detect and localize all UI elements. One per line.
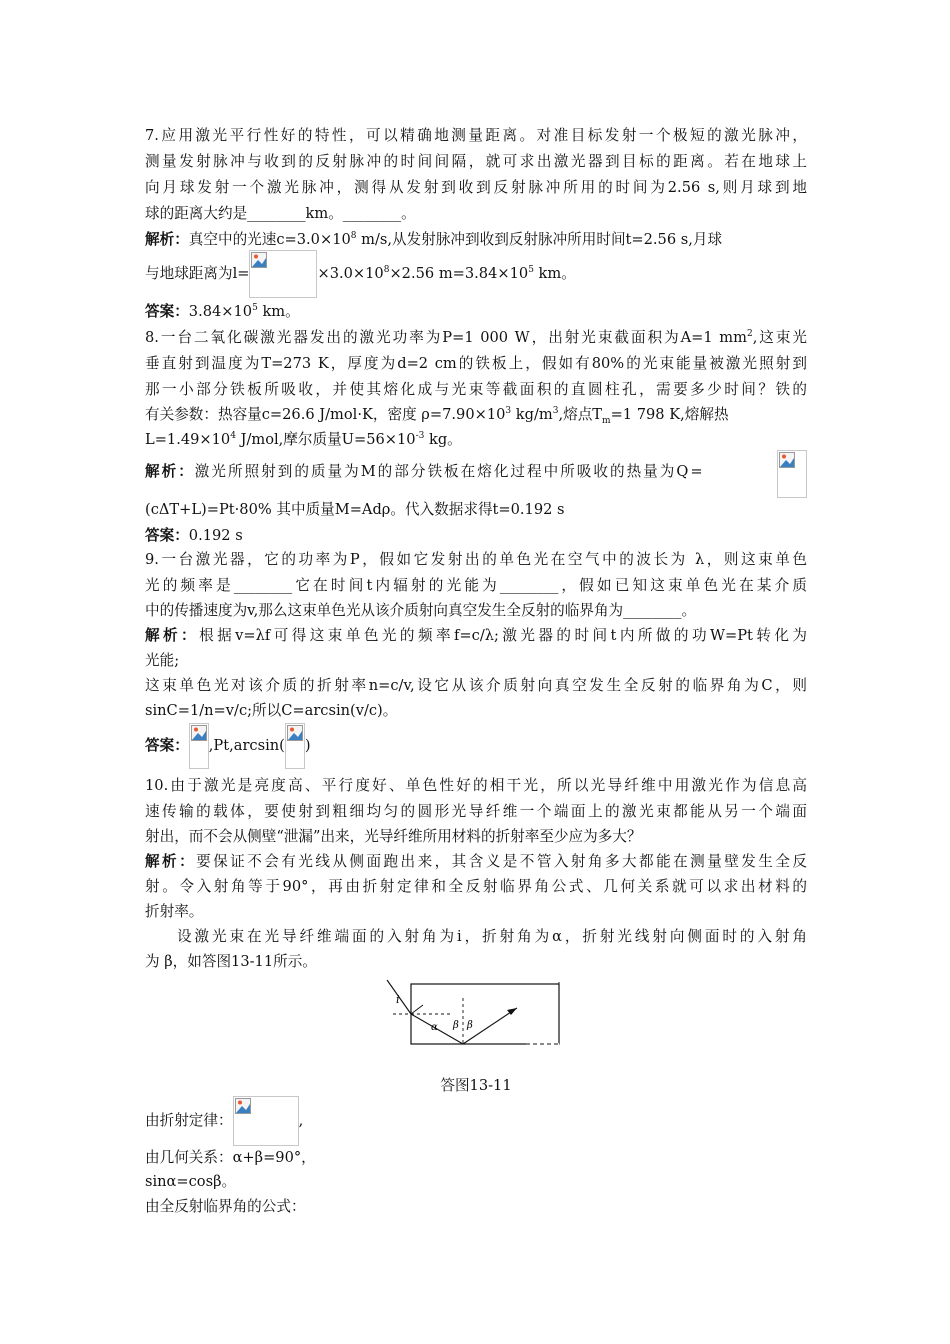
q9-solution-line-1: 解析：根据v=λf可得这束单色光的频率f=c/λ;激光器的时间t内所做的功W=Pt转化为: [145, 627, 807, 644]
critical-angle-line: 由全反射临界角的公式：: [145, 1198, 306, 1215]
fiber-body: [411, 984, 559, 1044]
q10-paragraph-2-line-2: 为 β，如答图13-11所示。: [145, 953, 317, 970]
q8-solution-line-2: (cΔT+L)=Pt·80% 其中质量M=Adρ。代入数据求得t=0.192 s: [145, 501, 565, 518]
formula-image: [189, 723, 209, 769]
q9-solution-line-4: sinC=1/n=v/c;所以C=arcsin(v/c)。: [145, 702, 398, 719]
q7-line-2: 测量发射脉冲与收到的反射脉冲的时间间隔，就可求出激光器到目标的距离。若在地球上: [145, 153, 807, 170]
q10-line-1: 10.由于激光是亮度高、平行度好、单色性好的相干光，所以光导纤维中用激光作为信息高: [145, 777, 807, 794]
broken-image-icon: [251, 252, 267, 268]
angle-mark: [411, 1005, 423, 1014]
q10-line-3: 射出，而不会从侧壁“泄漏”出来，光导纤维所用材料的折射率至少应为多大？: [145, 828, 642, 845]
q7-line-1: 7.应用激光平行性好的特性，可以精确地测量距离。对准目标发射一个极短的激光脉冲，: [145, 127, 807, 144]
q9-solution-line-2: 光能;: [145, 652, 180, 669]
formula-image: [249, 250, 317, 298]
q9-line-3: 中的传播速度为v,那么这束单色光从该介质射向真空发生全反射的临界角为________。: [145, 602, 697, 619]
q10-solution-line-3: 折射率。: [145, 903, 204, 920]
q8-solution-line-1: 解析：激光所照射到的质量为M的部分铁板在熔化过程中所吸收的热量为Q=: [145, 463, 705, 480]
answer-label: 答案：: [145, 303, 189, 320]
broken-image-icon: [779, 452, 795, 468]
q8-line-2: 垂直射到温度为T=273 K，厚度为d=2 cm的铁板上，假如有80%的光束能量被激光照射到: [145, 355, 807, 372]
label-beta-left: β: [453, 1020, 459, 1031]
q9-solution-line-3: 这束单色光对该介质的折射率n=c/v,设它从该介质射向真空发生全反射的临界角为C，则: [145, 677, 807, 694]
q9-line-1: 9.一台激光器，它的功率为P，假如它发射出的单色光在空气中的波长为 λ，则这束单色: [145, 551, 807, 568]
q9-line-2: 光的频率是________它在时间t内辐射的光能为________，假如已知这束单色光在某介质: [145, 577, 807, 594]
solution-label: 解析：: [145, 463, 195, 480]
formula-image: [285, 723, 305, 769]
q7-line-4: 球的距离大约是________km。________。: [145, 205, 416, 222]
solution-label: 解析：: [145, 853, 197, 870]
answer-label: 答案：: [145, 527, 189, 544]
broken-image-icon: [191, 725, 207, 741]
formula-image: [233, 1096, 299, 1146]
q7-solution-line-2: 与地球距离为l= $\times 3.0\times 10^8\times 2.56$ $m=3.84\times 10^5$ km。: [145, 250, 576, 298]
q7-answer: 答案：$3.84\times 10^5$ km。: [145, 303, 300, 320]
q8-line-3: 那一小部分铁板所吸收，并使其熔化成与光束等截面积的直圆柱孔，需要多少时间？铁的: [145, 381, 807, 398]
solution-label: 解析：: [145, 627, 200, 644]
q10-solution-line-2: 射。令入射角等于90°，再由折射定律和全反射临界角公式、几何关系就可以求出材料的: [145, 878, 807, 895]
refraction-law-line: 由折射定律： ,: [145, 1096, 303, 1146]
q8-line-4: 有关参数：热容量c=26.6 J/mol·K，密度 $\rho=7.90\times 10^3$ $kg/m^3$,熔点$T_m=1$ 798 K,熔解热: [145, 406, 729, 426]
q10-line-2: 速传输的载体，要使射到粗细均匀的圆形光导纤维一个端面上的激光束都能从另一个端面: [145, 803, 807, 820]
q7-solution-line-1: 解析：真空中的光速$c=3.0\times 10^8$ m/s,从发射脉冲到收到反射脉冲所用时间t=2.56 s,月球: [145, 231, 723, 248]
label-i: i: [396, 993, 400, 1006]
q9-answer: 答案： ,Pt,arcsin( ): [145, 722, 311, 770]
q7-line-3: 向月球发射一个激光脉冲，测得从发射到收到反射脉冲所用的时间为2.56 s,则月球到地: [145, 179, 807, 196]
q10-solution-line-1: 解析：要保证不会有光线从侧面跑出来，其含义是不管入射角多大都能在测量壁发生全反: [145, 853, 807, 870]
q8-line-5: $L=1.49\times 10^4$ J/mol,摩尔质量$U=56\times 10^{-3}$ kg。: [145, 431, 462, 448]
geometry-line-1: 由几何关系：α+β=90°，: [145, 1149, 316, 1166]
broken-image-icon: [287, 725, 303, 741]
geometry-line-2: sinα=cosβ。: [145, 1173, 237, 1190]
q10-paragraph-2-line-1: 设激光束在光导纤维端面的入射角为i，折射角为α，折射光线射向侧面时的入射角: [177, 928, 807, 945]
optical-fiber-figure: [383, 978, 565, 1048]
q8-answer: 答案：0.192 s: [145, 527, 243, 544]
answer-label: 答案：: [145, 737, 189, 754]
label-beta-right: β: [467, 1020, 473, 1031]
label-alpha: α: [431, 1022, 438, 1033]
solution-label: 解析：: [145, 231, 189, 248]
q8-line-1: 8.一台二氧化碳激光器发出的激光功率为P=1 000 W，出射光束截面积为A=1 $mm^2$,这束光: [145, 329, 808, 346]
formula-image: [777, 450, 807, 498]
figure-caption: 答图13-11: [440, 1077, 512, 1094]
broken-image-icon: [235, 1098, 251, 1114]
